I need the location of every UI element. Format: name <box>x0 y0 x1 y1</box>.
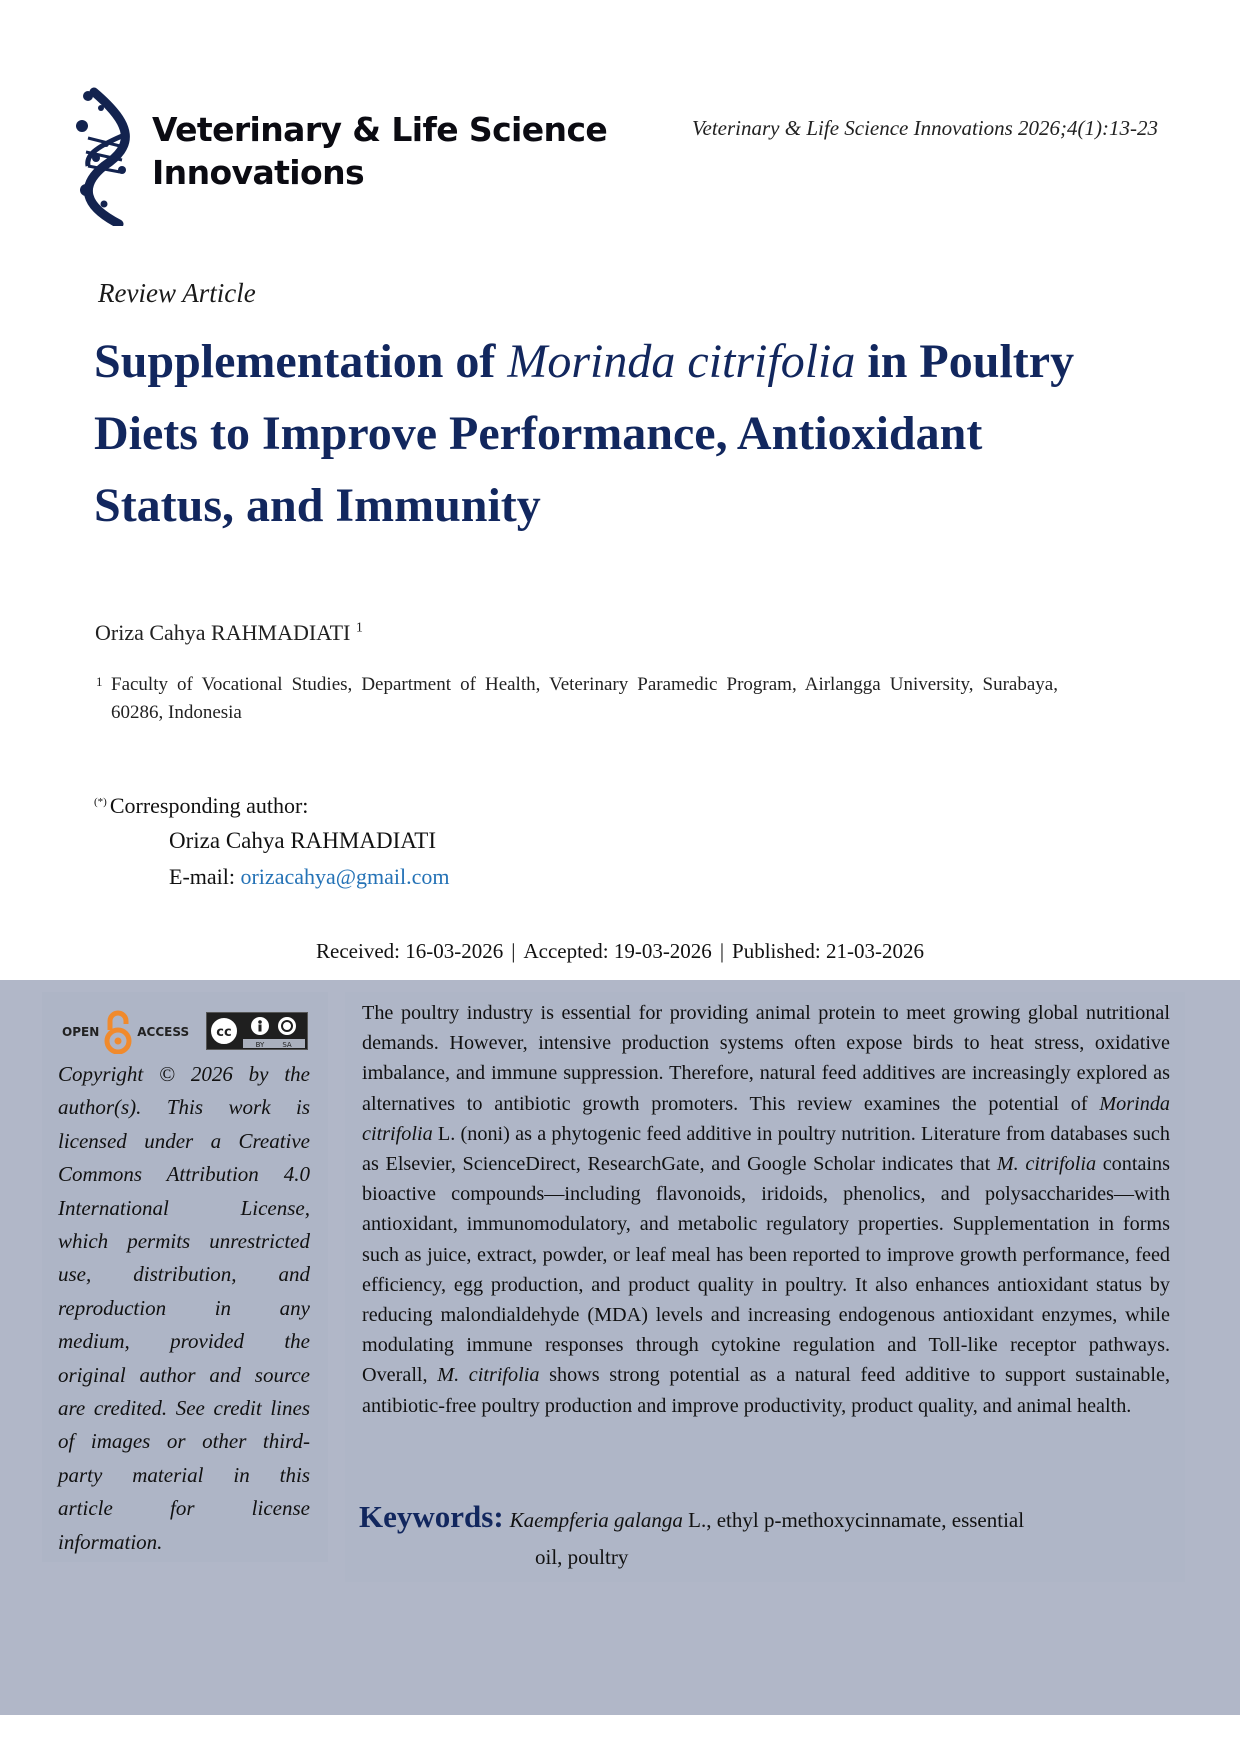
license-line: author(s). This work is <box>58 1095 310 1120</box>
article-title <box>94 326 1114 542</box>
title-part1: Supplementation of <box>94 335 508 388</box>
license-line: original author and source <box>58 1362 310 1387</box>
open-text: OPEN <box>62 1025 100 1039</box>
access-text: ACCESS <box>137 1025 190 1039</box>
cc-by-sa-icon[interactable] <box>206 1012 308 1050</box>
keywords-label: Keywords: <box>359 1499 504 1534</box>
svg-text:cc: cc <box>216 1025 232 1040</box>
abstract-species: Morinda citrifolia <box>362 1092 1170 1145</box>
license-line: article for license <box>58 1496 310 1521</box>
license-line: party material in this <box>58 1462 310 1487</box>
keywords-continuation: oil, poultry <box>535 1545 629 1569</box>
license-statement <box>58 1058 310 1559</box>
journal-name-line1: Veterinary & Life Science <box>152 110 608 149</box>
license-line: information. <box>58 1529 163 1554</box>
author-affiliation-mark: 1 <box>355 620 363 636</box>
journal-name-line2: Innovations <box>152 153 365 192</box>
journal-citation: Veterinary & Life Science Innovations 2026;4(1):13-23 <box>692 116 1158 140</box>
license-line: medium, provided the <box>58 1329 310 1354</box>
license-line: of images or other third- <box>58 1429 310 1454</box>
title-part2: in Poultry Diets to Improve Performance, Antioxidant Status, and Immunity <box>94 335 1075 532</box>
corresponding-marker: (*) <box>94 795 107 808</box>
keyword-species: Kaempferia galanga <box>509 1508 683 1532</box>
corresponding-email <box>169 864 449 890</box>
cc-by-label: BY <box>255 1041 265 1049</box>
journal-name <box>152 108 607 194</box>
affiliation <box>96 671 1058 727</box>
author-name <box>95 620 363 646</box>
article-type: Review Article <box>98 278 256 308</box>
license-line: Commons Attribution 4.0 <box>58 1162 310 1187</box>
received-date: Received: 16-03-2026 <box>316 939 504 963</box>
abstract-species: M. citrifolia <box>996 1153 1097 1176</box>
open-access-badge <box>62 1010 189 1054</box>
abstract-segment: contains bioactive compounds—including flavonoids, iridoids, phenolics, and polysaccharides—with antioxidant, immunomodulatory, and metabolic regulatory properties. Supplementation in forms such as juice, extract, powder, or leaf meal has been reported to improve growth performance, feed efficiency, egg production, and product quality in poultry. It also enhances antioxidant status by reducing malondialdehyde (MDA) levels and increasing endogenous antioxidant enzymes, while modulating immune responses through cytokine regulation and Toll-like receptor pathways. Overall, <box>362 1153 1170 1387</box>
corresponding-author-label <box>94 793 308 819</box>
affiliation-text: Faculty of Vocational Studies, Department of Health, Veterinary Paramedic Program, Airlangga University, Surabaya, 60286, Indonesia <box>111 674 1058 723</box>
keywords-rest: L., ethyl p-methoxycinnamate, essential <box>682 1508 1025 1532</box>
dna-helix-icon <box>74 86 144 226</box>
license-line: reproduction in any <box>58 1295 310 1320</box>
publication-dates <box>0 939 1240 964</box>
abstract-text <box>362 998 1170 1421</box>
abstract-segment: shows strong potential as a natural feed additive to support sustainable, antibiotic-free poultry production and improve productivity, product quality, and animal health. <box>362 1364 1170 1417</box>
title-species: Morinda citrifolia <box>507 335 856 388</box>
accepted-date: Accepted: 19-03-2026 <box>523 939 712 963</box>
keywords <box>359 1498 1139 1576</box>
license-line: Copyright © 2026 by the <box>58 1062 310 1086</box>
license-line: International License, <box>58 1195 310 1220</box>
abstract-segment: The poultry industry is essential for providing animal protein to meet growing global nutritional demands. However, intensive production systems often expose birds to heat stress, oxidative imbalance, and immune suppression. Therefore, natural feed additives are increasingly explored as alternatives to antibiotic growth promoters. This review examines the potential of <box>362 1002 1170 1115</box>
open-access-lock-icon <box>103 1010 133 1054</box>
author-text: Oriza Cahya RAHMADIATI <box>95 620 351 645</box>
email-label: E-mail: <box>169 864 241 889</box>
affiliation-number: 1 <box>96 674 103 689</box>
license-line: are credited. See credit lines <box>58 1396 310 1421</box>
license-line: use, distribution, and <box>58 1262 310 1287</box>
cc-sa-label: SA <box>282 1041 292 1049</box>
corresponding-author-name: Oriza Cahya RAHMADIATI <box>169 828 436 853</box>
abstract-segment: L. (noni) as a phytogenic feed additive in poultry nutrition. Literature from databases such as Elsevier, ScienceDirect, ResearchGate, and Google Scholar indicates that <box>362 1122 1170 1176</box>
published-date: Published: 21-03-2026 <box>732 939 924 963</box>
license-line: which permits unrestricted <box>58 1229 310 1254</box>
date-separator: | <box>511 939 516 963</box>
corresponding-label-text: Corresponding author: <box>109 793 309 818</box>
date-separator: | <box>719 939 725 963</box>
abstract-species: M. citrifolia <box>437 1364 540 1387</box>
license-line: licensed under a Creative <box>58 1128 310 1153</box>
email-link[interactable]: orizacahya@gmail.com <box>240 864 450 889</box>
